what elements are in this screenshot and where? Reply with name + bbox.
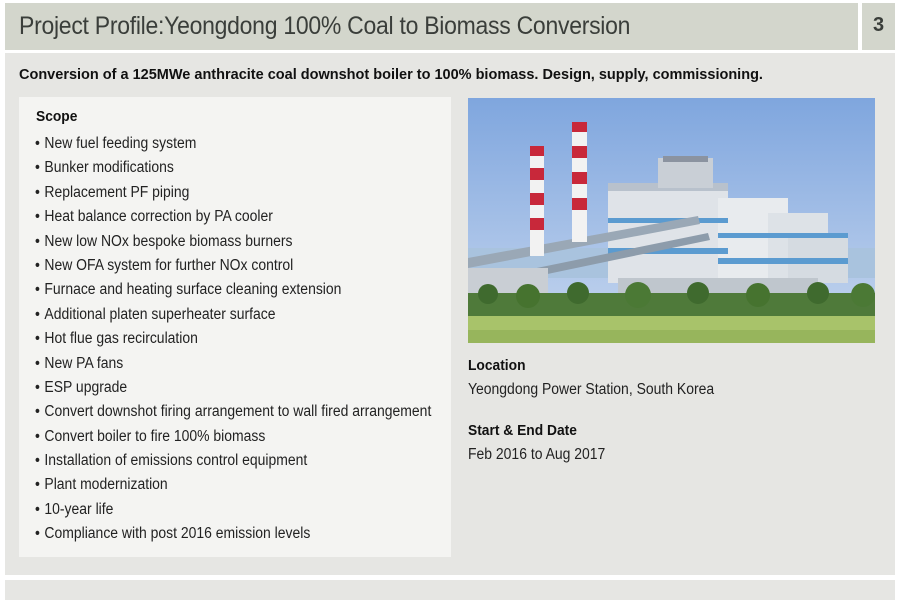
bullet-icon: • xyxy=(35,403,40,421)
scope-item xyxy=(35,352,431,376)
scope-item-text: Heat balance correction by PA cooler xyxy=(44,208,273,226)
page-number-box xyxy=(862,3,895,50)
project-subtitle: Conversion of a 125MWe anthracite coal downshot boiler to 100% biomass. Design, supply, commissioning. xyxy=(19,67,763,83)
scope-item-text: Replacement PF piping xyxy=(44,183,190,201)
scope-item xyxy=(35,254,431,278)
bullet-icon: • xyxy=(35,378,40,396)
scope-item-text: Compliance with post 2016 emission levels xyxy=(44,525,311,543)
page-number: 3 xyxy=(872,14,885,36)
location-label: Location xyxy=(468,357,526,374)
scope-item xyxy=(35,278,431,302)
scope-item-text: Plant modernization xyxy=(44,476,168,494)
scope-item xyxy=(35,181,431,205)
scope-item-text: 10-year life xyxy=(44,500,114,518)
scope-item-text: Additional platen superheater surface xyxy=(44,305,276,323)
bullet-icon: • xyxy=(35,476,40,494)
bullet-icon: • xyxy=(35,281,40,299)
scope-item xyxy=(35,327,431,351)
scope-item xyxy=(35,205,431,229)
scope-item-text: Convert boiler to fire 100% biomass xyxy=(44,427,266,445)
scope-item xyxy=(35,449,431,473)
bullet-icon: • xyxy=(35,159,40,177)
location-value: Yeongdong Power Station, South Korea xyxy=(468,381,715,398)
scope-item-text: New PA fans xyxy=(44,354,124,372)
dates-label: Start & End Date xyxy=(468,422,577,439)
scope-item-text: ESP upgrade xyxy=(44,378,128,396)
scope-item-text: Installation of emissions control equipment xyxy=(44,452,308,470)
scope-box xyxy=(19,97,451,557)
scope-item-text: New low NOx bespoke biomass burners xyxy=(44,232,293,250)
bullet-icon: • xyxy=(35,525,40,543)
footer-bar xyxy=(5,580,895,600)
title-bar xyxy=(5,3,858,50)
scope-item xyxy=(35,156,431,180)
scope-heading: Scope xyxy=(36,108,78,125)
scope-item-text: New OFA system for further NOx control xyxy=(44,256,294,274)
scope-item xyxy=(35,400,431,424)
page-title: Project Profile:Yeongdong 100% Coal to Biomass Conversion xyxy=(19,12,631,40)
scope-item xyxy=(35,522,431,546)
bullet-icon: • xyxy=(35,452,40,470)
bullet-icon: • xyxy=(35,256,40,274)
power-station-illustration xyxy=(468,98,875,343)
power-station-photo xyxy=(468,98,875,343)
scope-item xyxy=(35,132,431,156)
scope-item-text: Bunker modifications xyxy=(44,159,174,177)
scope-item xyxy=(35,230,431,254)
scope-item-text: New fuel feeding system xyxy=(44,135,197,152)
bullet-icon: • xyxy=(35,354,40,372)
scope-list xyxy=(35,132,475,547)
bullet-icon: • xyxy=(35,232,40,250)
bullet-icon: • xyxy=(35,305,40,323)
bullet-icon: • xyxy=(35,135,40,152)
scope-item-text: Hot flue gas recirculation xyxy=(44,330,198,348)
scope-item-text: Furnace and heating surface cleaning extension xyxy=(44,281,342,299)
scope-item xyxy=(35,498,431,522)
scope-item xyxy=(35,473,431,497)
bullet-icon: • xyxy=(35,183,40,201)
scope-item xyxy=(35,303,431,327)
dates-value: Feb 2016 to Aug 2017 xyxy=(468,446,606,463)
bullet-icon: • xyxy=(35,427,40,445)
content-panel xyxy=(5,53,895,575)
bullet-icon: • xyxy=(35,330,40,348)
scope-item-text: Convert downshot firing arrangement to wall fired arrangement xyxy=(44,403,432,421)
bullet-icon: • xyxy=(35,208,40,226)
scope-item xyxy=(35,425,431,449)
bullet-icon: • xyxy=(35,500,40,518)
scope-item xyxy=(35,376,431,400)
